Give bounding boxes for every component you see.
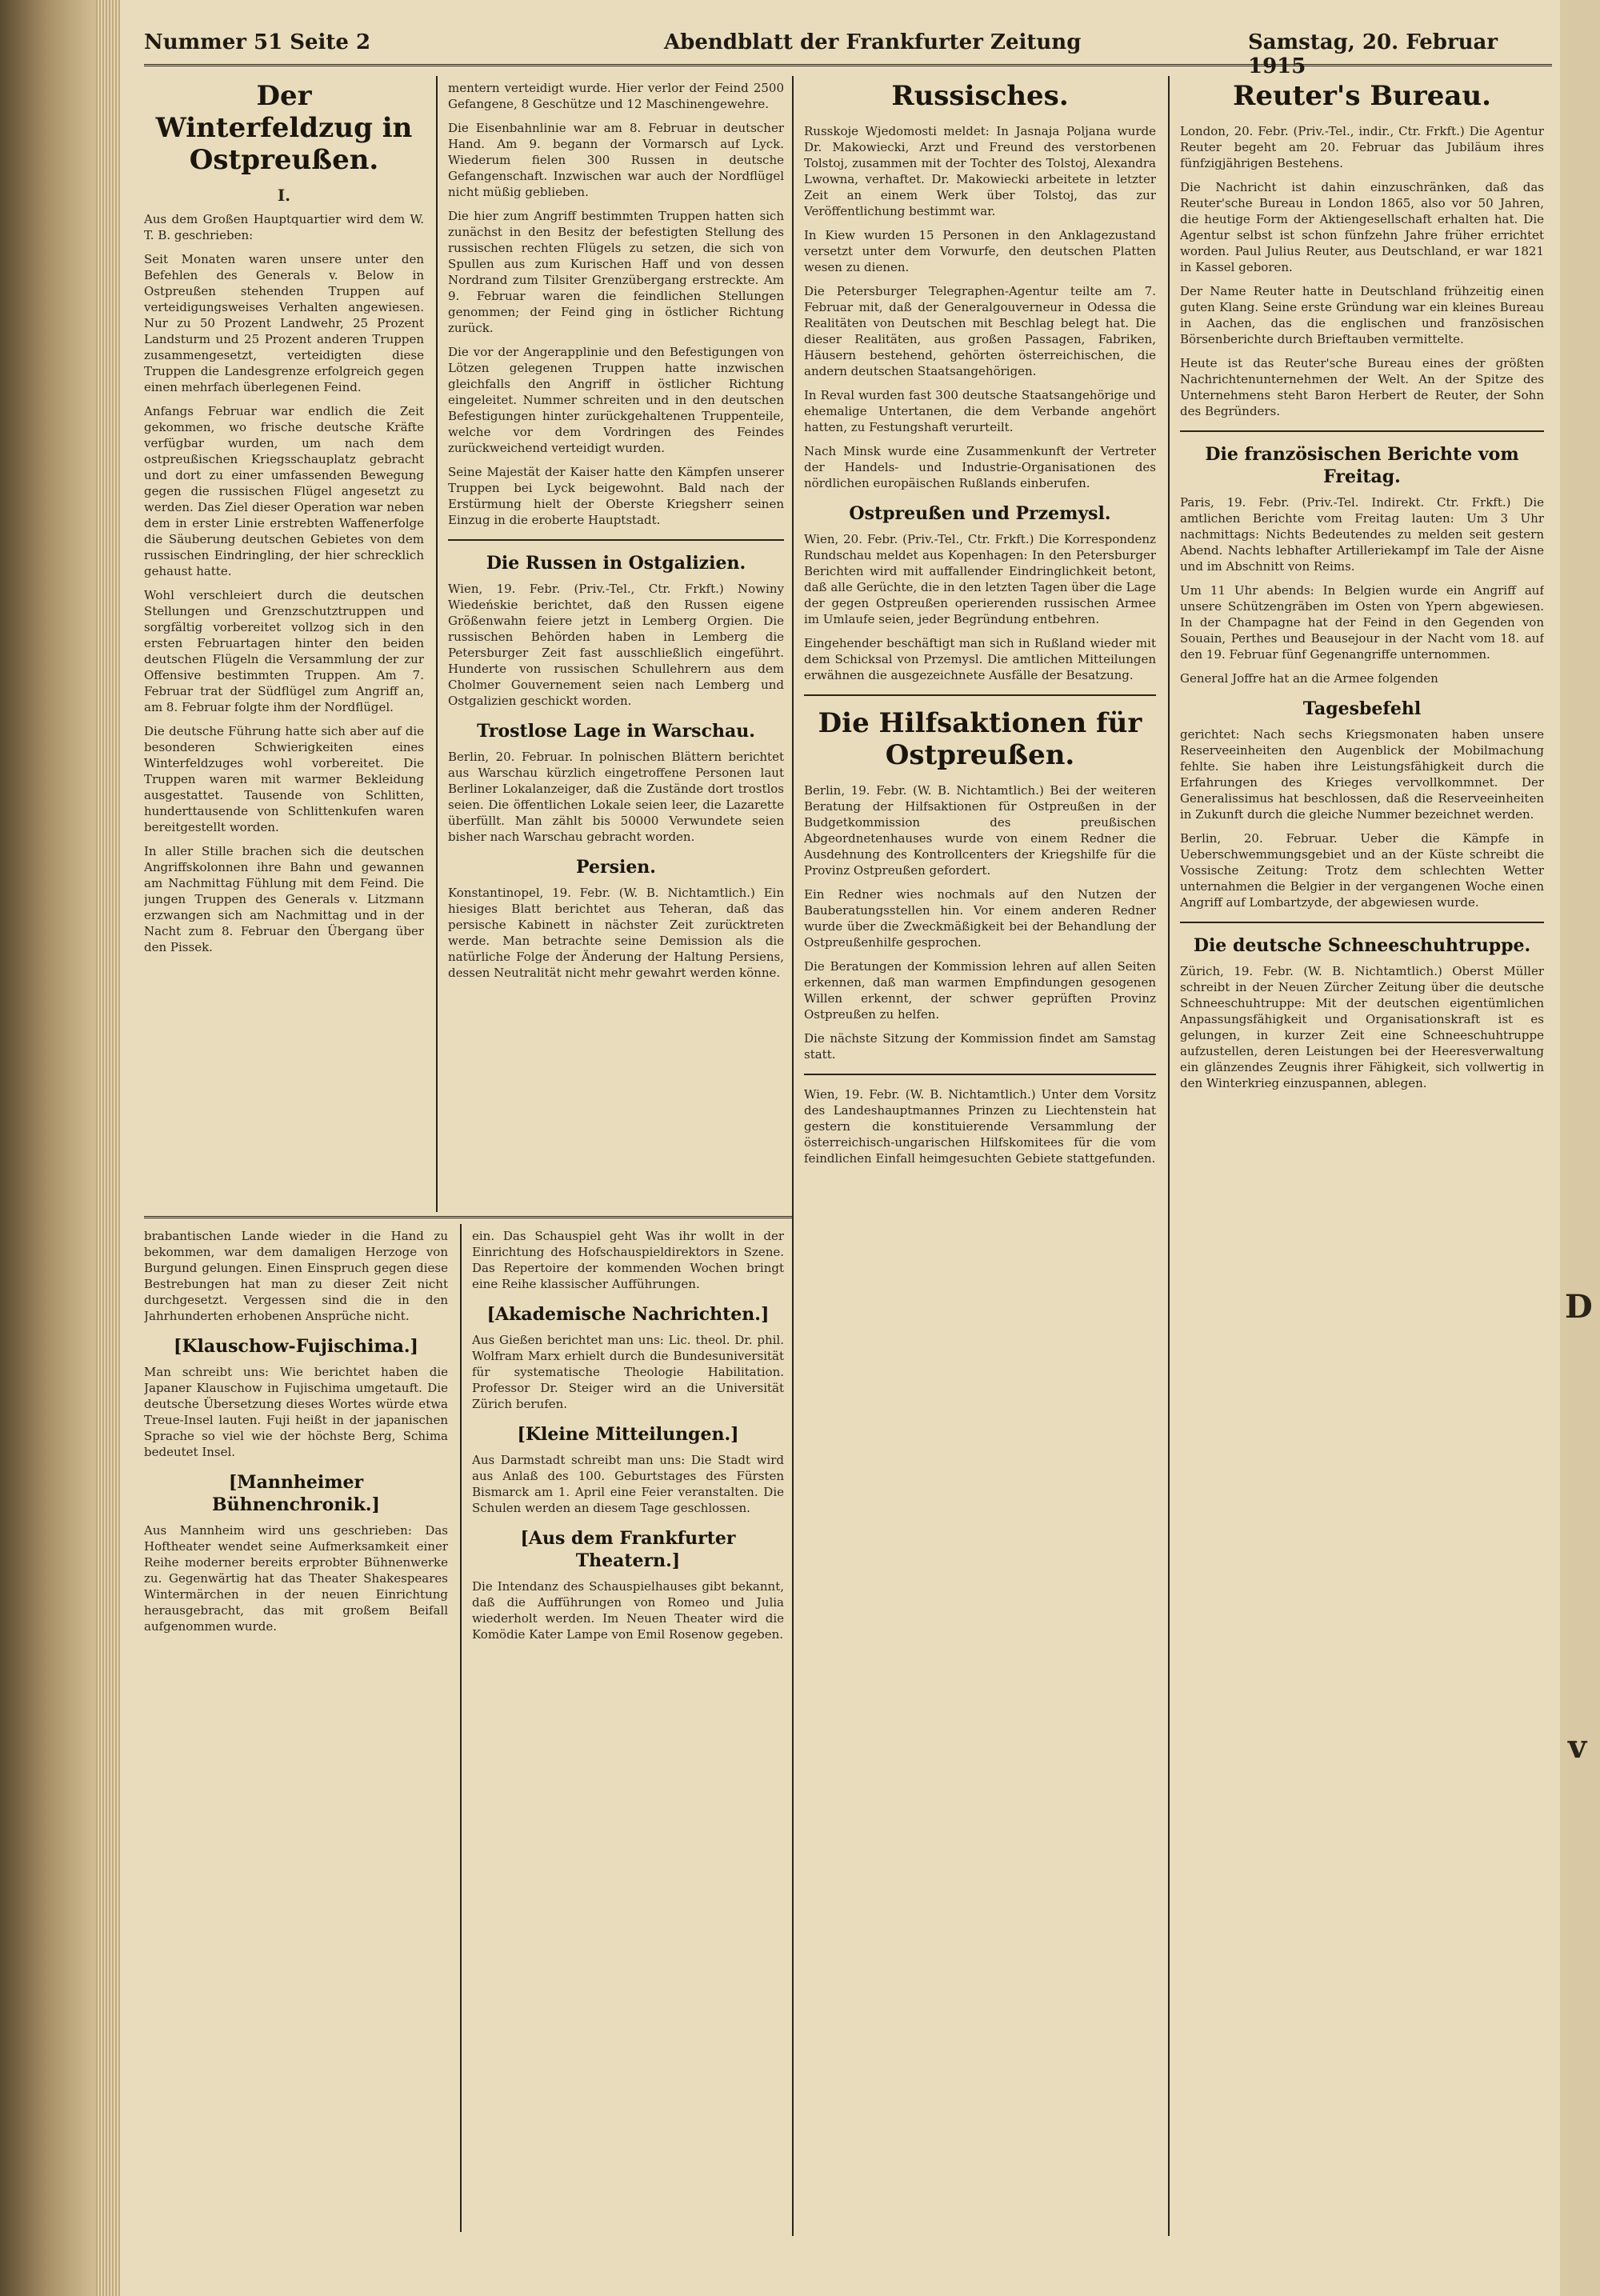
paragraph: Zürich, 19. Febr. (W. B. Nichtamtlich.) Oberst Müller schreibt in der Neuen Zürcher Zeitung über die deutsche Schneeschuhtruppe: Mit der deutschen eigentümlichen Anpassungsfähigkeit und Organisationskraft ist es gelungen, in kurzer Zeit eine Schneeschuhtruppe aufzustellen, deren Leistungen bei der Heeresverwaltung ein glänzendes Zeugnis ihrer Fähigkeit, sich vollwertig in den Winterkrieg einzuspannen, ablegen. [1180,964,1544,1090]
paragraph: Die Petersburger Telegraphen-Agentur teilte am 7. Februar mit, daß der Generalgouverneur in Odessa die Realitäten von Deutschen mit Beschlag belegt hat. Die dieser Realitäten, aus großen Passagen, Fabriken, Häusern bestehend, gehörten österreichischen, die andern deutschen Staatsangehörigen. [804,284,1156,378]
paragraph: Konstantinopel, 19. Febr. (W. B. Nichtamtlich.) Ein hiesiges Blatt berichtet aus Teheran, daß das persische Kabinett in nächster Zeit zurücktreten werde. Man betrachte seine Demission als die natürliche Folge der Änderung der Haltung Persiens, dessen Neutralität nicht mehr gewahrt werden könne. [448,886,784,980]
paragraph: Aus Darmstadt schreibt man uns: Die Stadt wird aus Anlaß des 100. Geburtstages des Fürsten Bismarck am 1. April eine Feier veranstalten. Die Schulen werden an diesem Tage geschlossen. [472,1453,784,1515]
facing-page-letter: D [1565,1288,1593,1326]
paragraph: Heute ist das Reuter'sche Bureau eines der größten Nachrichtenunternehmen der Welt. An der Spitze des Unternehmens steht Baron Herbert de Reuter, der Sohn des Begründers. [1180,356,1544,418]
column-rule-1 [436,76,438,1212]
section-heading: Die deutsche Schneeschuhtruppe. [1193,935,1531,956]
article-title: Die Hilfsaktionen für Ostpreußen. [818,707,1142,771]
section-heading: [Kleine Mitteilungen.] [517,1424,739,1445]
paragraph: Nach Minsk wurde eine Zusammenkunft der Vertreter der Handels- und Industrie-Organisationen des nördlichen europäischen Rußlands einberufen. [804,444,1156,490]
section-heading: Die Russen in Ostgalizien. [486,553,746,574]
feuilleton-right [472,1228,784,2228]
section-heading: Tagesbefehl [1302,698,1422,719]
section-heading: Trostlose Lage in Warschau. [477,721,755,742]
feuilleton-left [144,1228,448,2228]
paragraph: Berlin, 20. Februar. In polnischen Blättern berichtet aus Warschau kürzlich eingetroffene Personen laut Berliner Lokalanzeiger, daß die Zustände dort trostlos seien. Die öffentlichen Lokale seien leer, die Lazarette überfüllt. Man zählt bis 50000 Verwundete seien bisher nach Warschau gebracht worden. [448,750,784,844]
paragraph: Die hier zum Angriff bestimmten Truppen hatten sich zunächst in den Besitz der befestigten Stellung des russischen rechten Flügels zu setzen, die sich von Spullen aus zum Kurischen Haff und von dessen Nordrand zum Tilsiter Grenzübergang erstreckte. Am 9. Februar waren die feindlichen Stellungen genommen; der Feind ging in östlicher Richtung zurück. [448,209,784,335]
section-divider [1180,922,1544,923]
paragraph: Paris, 19. Febr. (Priv.-Tel. Indirekt. Ctr. Frkft.) Die amtlichen Berichte vom Freitag lauten: Um 3 Uhr nachmittags: Nichts Bedeutendes zu melden seit gestern Abend. Nachts lebhafter Artilleriekampf im Tale der Aisne und im Abschnitt von Reims. [1180,495,1544,574]
paragraph: In Reval wurden fast 300 deutsche Staatsangehörige und ehemalige Untertanen, die dem Verbande angehört hatten, zu Festungshaft verurteilt. [804,388,1156,434]
column-rule-3 [1168,76,1170,2236]
facing-page-edge [1560,0,1600,2296]
newspaper-page [120,0,1560,2296]
page-header [144,24,1552,78]
paragraph: gerichtet: Nach sechs Kriegsmonaten haben unsere Reserveeinheiten den Augenblick der Mobilmachung fehlte. Sie haben ihre Leistungsfähigkeit durch die Erfahrungen des Krieges vervollkommnet. Der Generalissimus hat beschlossen, daß die Reserveeinheiten in Zukunft durch die gleiche Nummer bezeichnet werden. [1180,727,1544,822]
paragraph: In Kiew wurden 15 Personen in den Anklagezustand versetzt unter dem Vorwurfe, den deutschen Platten wesen zu dienen. [804,228,1156,274]
paragraph: Der Name Reuter hatte in Deutschland frühzeitig einen guten Klang. Seine erste Gründung war ein kleines Bureau in Aachen, das die englischen und französischen Börsenberichte durch Brieftauben vermittelte. [1180,284,1544,346]
article-russisches [804,80,1156,2232]
book-spine [0,0,120,2296]
section-numeral: I. [277,186,291,205]
paragraph: Die vor der Angerapplinie und den Befestigungen von Lötzen gelegenen Truppen hatte inzwischen gleichfalls den Angriff in östlicher Richtung eingeleitet. Nummer schreiten und in den deutschen Befestigungen hinter zurückgehaltenen Truppenteile, welche vor dem Vordringen des Feindes zurückweichend verteidigt wurden. [448,345,784,455]
paragraph: Seine Majestät der Kaiser hatte den Kämpfen unserer Truppen bei Lyck beigewohnt. Bald nach der Erstürmung hielt der Oberste Kriegsherr seinen Einzug in die eroberte Hauptstadt. [448,465,784,527]
section-divider [448,539,784,541]
paragraph: Berlin, 20. Februar. Ueber die Kämpfe in Ueberschwemmungsgebiet und an der Küste schreibt die Vossische Zeitung: Trotz dem schlechten Wetter unternahmen die Belgier in der vergangenen Woche einen Angriff auf Lombartzyde, der abgewiesen wurde. [1180,831,1544,910]
paragraph: Die deutsche Führung hatte sich aber auf die besonderen Schwierigkeiten eines Winterfeldzuges wohl vorbereitet. Die Truppen waren mit warmer Bekleidung ausgestattet. Tausende von Schlitten, hunderttausende von Schlittenkufen waren bereitgestellt worden. [144,724,424,834]
paragraph: Anfangs Februar war endlich die Zeit gekommen, wo frische deutsche Kräfte verfügbar wurden, um nach dem ostpreußischen Kriegsschauplatz gebracht und dort zu einer umfassenden Bewegung gegen die russischen Flügel angesetzt zu werden. Das Ziel dieser Operation war neben dem in erster Linie erstrebten Waffenerfolge die Säuberung deutschen Gebietes von dem russischen Eindringling, der hier schrecklich gehaust hatte. [144,404,424,578]
column-rule-lower [460,1224,462,2232]
paragraph: Die Nachricht ist dahin einzuschränken, daß das Reuter'sche Bureau in London 1865, also vor 50 Jahren, die heutige Form der Aktiengesellschaft erhalten hat. Die Agentur selbst ist schon fünfzehn Jahre früher errichtet worden. Paul Julius Reuter, aus Deutschland, er war 1821 in Kassel geboren. [1180,180,1544,274]
paragraph: ein. Das Schauspiel geht Was ihr wollt in der Einrichtung des Hofschauspieldirektors in Szene. Das Repertoire der kommenden Wochen bringt eine Reihe klassischer Aufführungen. [472,1229,784,1291]
paragraph: Aus dem Großen Hauptquartier wird dem W. T. B. geschrieben: [144,212,424,242]
paragraph: Seit Monaten waren unsere unter den Befehlen des Generals v. Below in Ostpreußen stehenden Truppen auf verteidigungsweises Verhalten angewiesen. Nur zu 50 Prozent Landwehr, 25 Prozent Landsturm und 25 Prozent anderen Truppen zusammengesetzt, verteidigten diese Truppen die Landesgrenze erfolgreich gegen einen mehrfach überlegenen Feind. [144,252,424,394]
paragraph: Wohl verschleiert durch die deutschen Stellungen und Grenzschutztruppen und sorgfältig vorbereitet vollzog sich in den ersten Februartagen hinter den beiden deutschen Flügeln die Versammlung der zur Offensive bestimmten Truppen. Am 7. Februar trat der Südflügel zum Angriff an, am 8. Februar folgte ihm der Nordflügel. [144,588,424,714]
article-title: Russisches. [891,80,1069,112]
article-reuters [1180,80,1544,2232]
paragraph: Aus Gießen berichtet man uns: Lic. theol. Dr. phil. Wolfram Marx erhielt durch die Bundesuniversität für systematische Theologie Habilitation. Professor Dr. Steiger wird an die Universität Zürich berufen. [472,1333,784,1411]
paragraph: London, 20. Febr. (Priv.-Tel., indir., Ctr. Frkft.) Die Agentur Reuter begeht am 20. Februar das Jubiläum ihres fünfzigjährigen Bestehens. [1180,124,1544,170]
section-heading: [Aus dem Frankfurter Theatern.] [520,1528,736,1571]
paragraph: brabantischen Lande wieder in die Hand zu bekommen, war dem damaligen Herzoge von Burgund gelungen. Einen Einspruch gegen diese Bestrebungen hat man zu dieser Zeit nicht durchgesetzt. Vergessen sind die in den Jahrhunderten erhobenen Ansprüche nicht. [144,1229,448,1323]
paragraph: Aus Mannheim wird uns geschrieben: Das Hoftheater wendet seine Aufmerksamkeit einer Reihe moderner bereits erprobter Bühnenwerke zu. Gegenwärtig hat das Theater Shakespeares Wintermärchen in der neuen Einrichtung herausgebracht, das mit großem Beifall aufgenommen wurde. [144,1523,448,1634]
facing-page-letter: v [1568,1728,1587,1766]
issue-number: Nummer 51 Seite 2 [144,30,371,54]
paragraph: Die Intendanz des Schauspielhauses gibt bekannt, daß die Aufführungen von Romeo und Julia wiederholt werden. Im Neuen Theater wird die Komödie Kater Lampe von Emil Rosenow gegeben. [472,1579,784,1642]
article-title: Reuter's Bureau. [1233,80,1491,112]
paragraph: Ein Redner wies nochmals auf den Nutzen der Bauberatungsstellen hin. Vor einem anderen Redner wurde über die Zweckmäßigkeit bei der Behandlung der Ostpreußenhilfe gesprochen. [804,887,1156,950]
paragraph: Eingehender beschäftigt man sich in Rußland wieder mit dem Schicksal von Przemysl. Die amtlichen Mitteilungen erwähnen die ausgezeichnete Ausfälle der Besatzung. [804,636,1156,682]
issue-date: Samstag, 20. Februar 1915 [1248,30,1498,78]
section-heading: [Akademische Nachrichten.] [486,1304,770,1325]
paragraph: Wien, 19. Febr. (Priv.-Tel., Ctr. Frkft.) Nowiny Wiedeńskie berichtet, daß den Russen eigene Größenwahn feiere jetzt in Lemberg Orgien. Die russischen Behörden haben in Lemberg die Petersburger Zeit fast ausschließlich eingeführt. Hunderte von russischen Schullehrern aus dem Cholmer Gouvernement seien nach Lemberg und Ostgalizien geschickt worden. [448,582,784,708]
paragraph: Die nächste Sitzung der Kommission findet am Samstag statt. [804,1031,1156,1062]
section-divider [804,1074,1156,1075]
article-title: Der Winterfeldzug in Ostpreußen. [155,80,413,176]
page-edges [96,0,120,2296]
section-heading: Ostpreußen und Przemysl. [849,503,1111,524]
column-rule-2 [792,76,794,2236]
paragraph: Berlin, 19. Febr. (W. B. Nichtamtlich.) Bei der weiteren Beratung der Hilfsaktionen für Ostpreußen in der Budgetkommission des preußischen Abgeordnetenhauses wurde von einem Redner die Ausdehnung des Kontrollcenters der Kriegshilfe für die Provinz Ostpreußen gefordert. [804,783,1156,878]
paragraph: Man schreibt uns: Wie berichtet haben die Japaner Klauschow in Fujischima umgetauft. Die deutsche Übersetzung dieses Wortes würde etwa Treue-Insel lauten. Fuji heißt in der japanischen Sprache so viel wie der höchste Berg, Schima bedeutet Insel. [144,1365,448,1459]
paragraph: mentern verteidigt wurde. Hier verlor der Feind 2500 Gefangene, 8 Geschütze und 12 Maschinengewehre. [448,81,784,111]
section-divider [1180,430,1544,432]
paragraph: General Joffre hat an die Armee folgenden [1180,671,1438,686]
section-heading: Persien. [576,857,656,878]
section-heading: Die französischen Berichte vom Freitag. [1205,444,1519,487]
paragraph: Wien, 19. Febr. (W. B. Nichtamtlich.) Unter dem Vorsitz des Landeshauptmannes Prinzen zu Liechtenstein hat gestern die konstituierende Versammlung der österreichisch-ungarischen Hilfskomitees für die vom feindlichen Einfall heimgesuchten Gebiete stattgefunden. [804,1087,1156,1166]
section-heading: [Klauschow-Fujischima.] [174,1336,418,1357]
paragraph: In aller Stille brachen sich die deutschen Angriffskolonnen ihre Bahn und gewannen am Nachmittag Fühlung mit dem Feind. Die jungen Truppen des Generals v. Litzmann erzwangen sich am Nachmittag und in der Nacht zum 8. Februar den Übergang über den Pissek. [144,844,424,954]
paragraph: Wien, 20. Febr. (Priv.-Tel., Ctr. Frkft.) Die Korrespondenz Rundschau meldet aus Kopenhagen: In den Petersburger Berichten wird mit auffallender Eindringlichkeit betont, daß alle Gerüchte, die in den letzten Tagen über die Lage der gegen Ostpreußen operierenden russischen Armee im Umlaufe seien, jeder Begründung entbehren. [804,532,1156,626]
paragraph: Die Eisenbahnlinie war am 8. Februar in deutscher Hand. Am 9. begann der Vormarsch auf Lyck. Wiederum fielen 300 Russen in deutsche Gefangenschaft. Inzwischen war auch der Nordflügel nicht müßig geblieben. [448,121,784,199]
paragraph: Um 11 Uhr abends: In Belgien wurde ein Angriff auf unsere Schützengräben im Osten von Ypern abgewiesen. In der Champagne hat der Feind in den Gegenden von Souain, Perthes und Beausejour in der Nacht vom 18. auf den 19. Februar fünf Gegenangriffe unternommen. [1180,583,1544,662]
masthead-title: Abendblatt der Frankfurter Zeitung [664,30,1082,54]
section-divider [804,694,1156,696]
article-continuation [448,80,784,1208]
article-winterfeldzug [144,80,424,1208]
section-heading: [Mannheimer Bühnenchronik.] [212,1472,380,1515]
paragraph: Die Beratungen der Kommission lehren auf allen Seiten erkennen, daß man warmen Empfindungen gesogenen Willen erkennt, der schwer geprüften Provinz Ostpreußen zu helfen. [804,959,1156,1022]
feuilleton-rule [144,1216,792,1218]
paragraph: Russkoje Wjedomosti meldet: In Jasnaja Poljana wurde Dr. Makowiecki, Arzt und Freund des verstorbenen Tolstoj, zusammen mit der Tochter des Tolstoj, Alexandra Lwowna, verhaftet. Dr. Makowiecki arbeitete in letzter Zeit an einem Werk über Tolstoj, das zur Veröffentlichung bestimmt war. [804,124,1156,218]
